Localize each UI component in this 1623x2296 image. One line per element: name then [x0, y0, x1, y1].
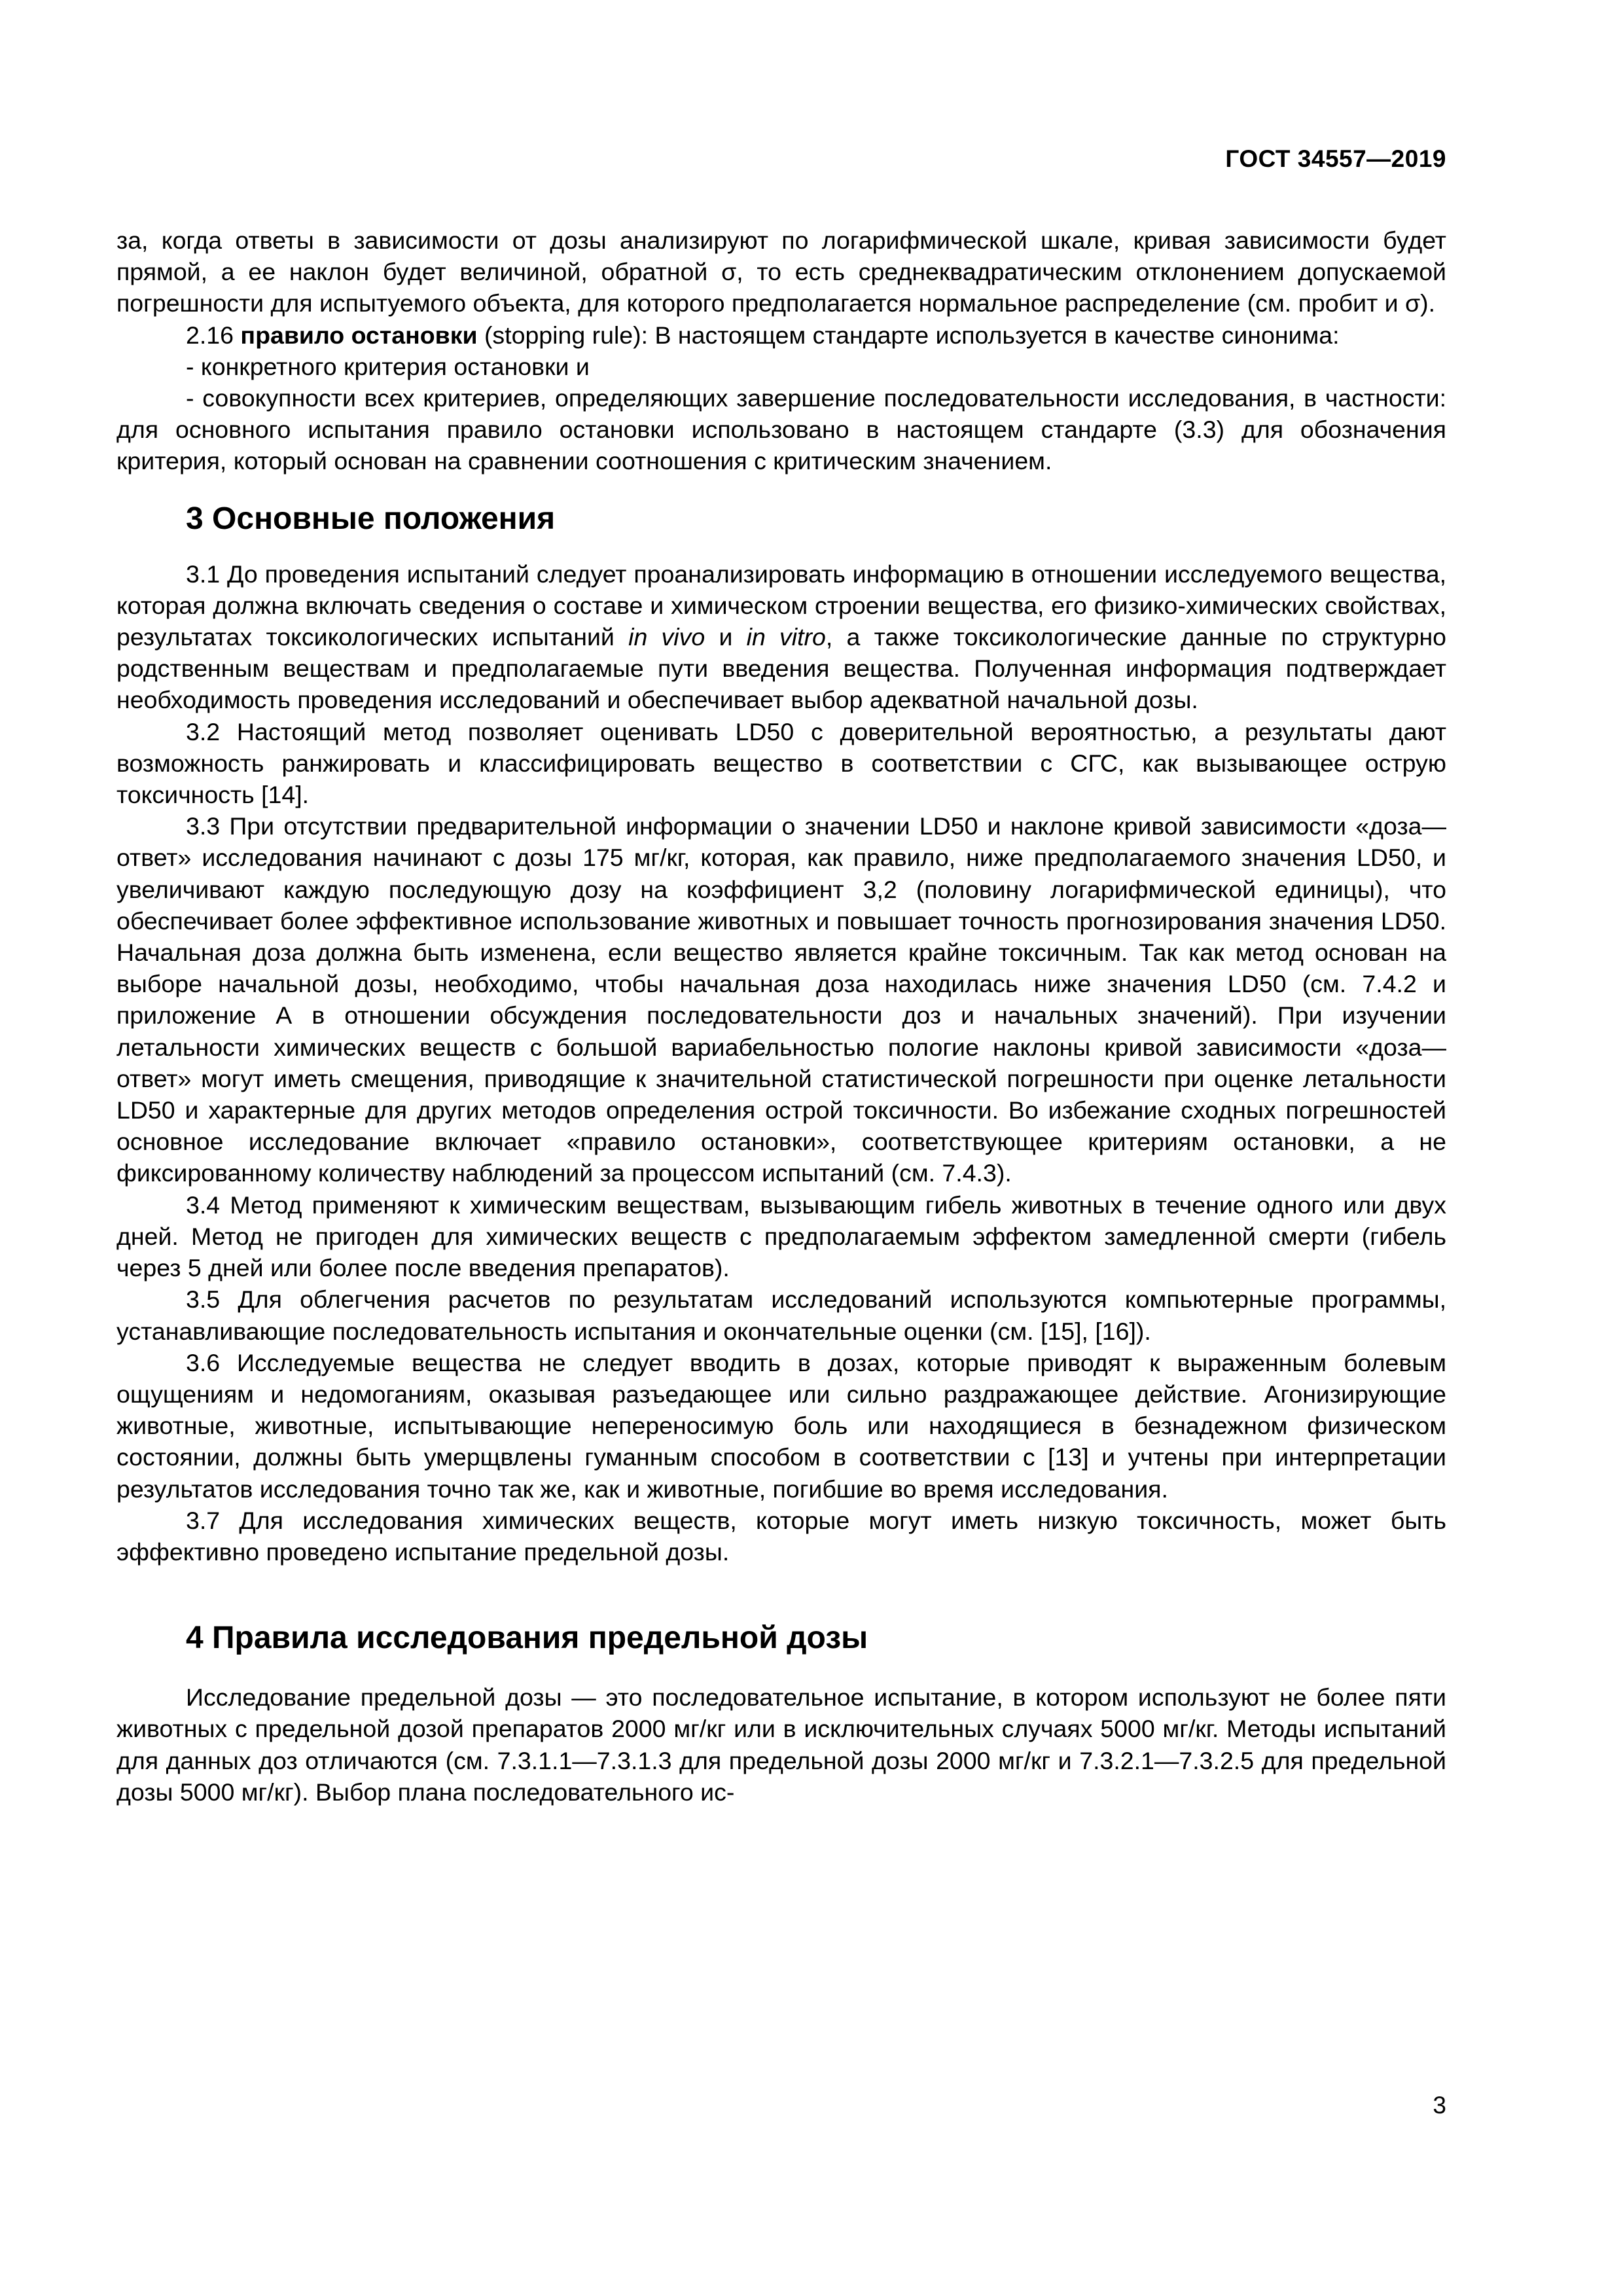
- clause-number: 2.16: [186, 321, 234, 349]
- bullet-item-2: - совокупности всех критериев, определяющих завершение последовательности исследования, в частности: для основного испытания правило остановки использовано в настоящем стандарте (3.3) для обозначения критерия, который основан на сравнении соотношения с критическим значением.: [116, 384, 1446, 475]
- in-vitro-term: in vitro: [746, 623, 826, 651]
- paragraph-3-3: 3.3 При отсутствии предварительной информации о значении LD50 и наклоне кривой зависимости «доза—ответ» исследования начинают с дозы 175 мг/кг, которая, как правило, ниже предполагаемого значения LD50, и увеличивают каждую последующую дозу на коэффициент 3,2 (половину логарифмической единицы), что обеспечивает более эффективное использование животных и повышает точность прогнозирования значения LD50. Начальная доза должна быть изменена, если вещество является крайне токсичным. Так как метод основан на выборе начальной дозы, необходимо, чтобы начальная доза находилась ниже значения LD50 (см. 7.4.2 и приложение А в отношении обсуждения последовательности доз и начальных значений). При изучении летальности химических веществ с большой вариабельностью пологие наклоны кривой зависимости «доза—ответ» могут иметь смещения, приводящие к значительной статистической погрешности при оценке летальности LD50 и характерные для других методов определения острой токсичности. Во избежание сходных погрешностей основное исследование включает «правило остановки», соответствующее критериям остановки, а не фиксированному количеству наблюдений за процессом испытаний (см. 7.4.3).: [116, 812, 1446, 1187]
- clause-text: (stopping rule): В настоящем стандарте используется в качестве синонима:: [484, 321, 1340, 349]
- section-4-title: 4 Правила исследования предельной дозы: [186, 1621, 868, 1656]
- clause-text: , а также токсикологические данные по структурно родственным веществам и предполагаемые пути введения вещества. Полученная информация подтверждает необходимость проведения исследований и обеспечивает выбор адекватной начальной дозы.: [116, 623, 1447, 714]
- page-number: 3: [1433, 2092, 1446, 2119]
- paragraph-3-4: 3.4 Метод применяют к химическим веществам, вызывающим гибель животных в течение одного или двух дней. Метод не пригоден для химических веществ с предполагаемым эффектом замедленной смерти (гибель через 5 дней или более после введения препаратов).: [116, 1191, 1446, 1282]
- term-stopping-rule: правило остановки: [240, 321, 478, 349]
- paragraph-3-2: 3.2 Настоящий метод позволяет оценивать LD50 с доверительной вероятностью, а результаты дают возможность ранжировать и классифицировать вещество в соответствии с СГС, как вызывающее острую токсичность [14].: [116, 717, 1446, 809]
- clause-text: 3.1 До проведения испытаний следует проанализировать информацию в отношении исследуемого вещества, которая должна включать сведения о составе и химическом строении вещества, его физико-химических свойствах, результатах токсикологических испытаний: [116, 560, 1446, 651]
- paragraph-3-1: [116, 558, 1446, 716]
- conjunction: и: [719, 623, 733, 651]
- bullet-item-1: - конкретного критерия остановки и: [186, 352, 590, 380]
- document-body: [116, 224, 1446, 1808]
- paragraph-3-5: 3.5 Для облегчения расчетов по результатам исследований используются компьютерные программы, устанавливающие последовательность испытания и окончательные оценки (см. [15], [16]).: [116, 1285, 1446, 1345]
- paragraph-4: Исследование предельной дозы — это последовательное испытание, в котором используют не более пяти животных с предельной дозой препаратов 2000 мг/кг или в исключительных случаях 5000 мг/кг. Методы испытаний для данных доз отличаются (см. 7.3.1.1—7.3.1.3 для предельной дозы 2000 мг/кг и 7.3.2.1—7.3.2.5 для предельной дозы 5000 мг/кг). Выбор плана последовательного ис-: [116, 1683, 1446, 1806]
- in-vivo-term: in vivo: [628, 623, 705, 651]
- paragraph-3-6: 3.6 Исследуемые вещества не следует вводить в дозах, которые приводят к выраженным болевым ощущениям и недомоганиям, оказывая разъедающее или сильно раздражающее действие. Агонизирующие животные, животные, испытывающие непереносимую боль или находящиеся в безнадежном физическом состоянии, должны быть умерщвлены гуманным способом в соответствии с [13] и учтены при интерпретации результатов исследования точно так же, как и животные, погибшие во время исследования.: [116, 1348, 1446, 1503]
- standard-header: ГОСТ 34557—2019: [1225, 145, 1446, 172]
- paragraph-continuation: за, когда ответы в зависимости от дозы анализируют по логарифмической шкале, кривая зависимости будет прямой, а ее наклон будет величиной, обратной σ, то есть среднеквадратическим отклонением допускаемой погрешности для испытуемого объекта, для которого предполагается нормальное распределение (см. пробит и σ).: [116, 226, 1446, 317]
- paragraph-2-16: [116, 319, 1446, 351]
- section-3-title: 3 Основные положения: [186, 501, 556, 536]
- paragraph-3-7: 3.7 Для исследования химических веществ, которые могут иметь низкую токсичность, может быть эффективно проведено испытание предельной дозы.: [116, 1506, 1446, 1566]
